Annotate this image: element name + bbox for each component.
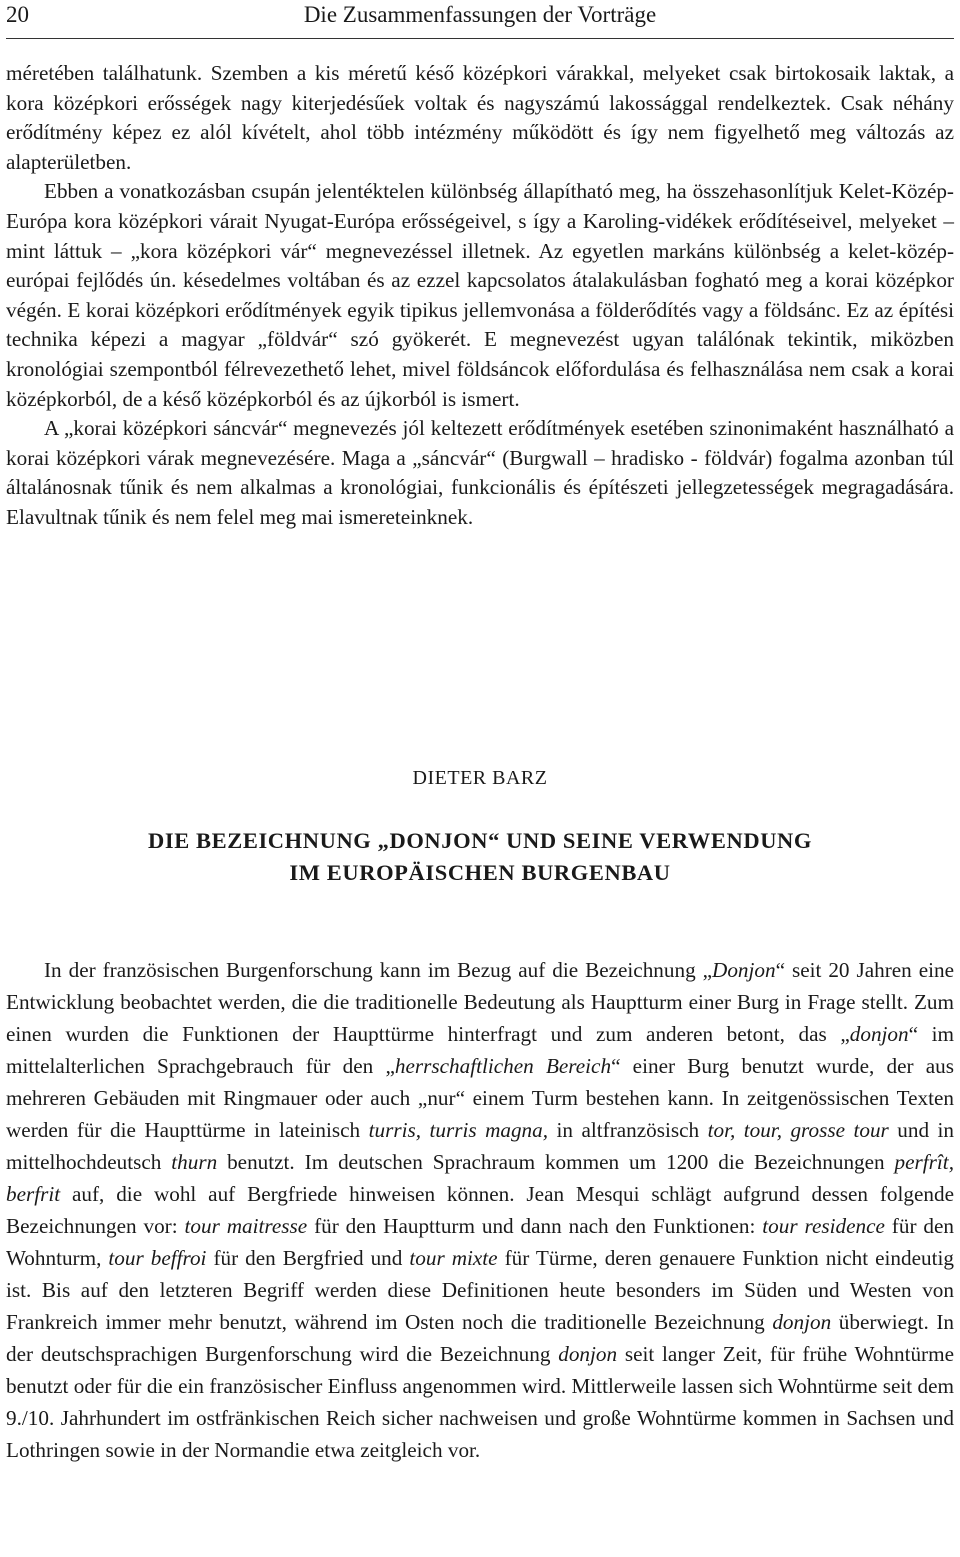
- article-abstract: [6, 954, 954, 1466]
- italic-term: herrschaftlichen Bereich: [394, 1054, 612, 1078]
- italic-term: tour beffroi: [108, 1246, 207, 1270]
- running-title: Die Zusammenfassungen der Vorträge: [303, 2, 657, 27]
- text-run: “ seit 20 Jahren eine Entwicklung beobachtet werden, die die traditionelle Bedeutung als Hauptturm einer Burg in Frage stellt. Zum einen wurden die Funktionen der Haupttürme hinterfragt und zum anderen betont, das „: [6, 958, 954, 1046]
- hungarian-summary: [6, 59, 954, 533]
- italic-term: turris, turris magna,: [368, 1118, 549, 1142]
- page-number: 20: [6, 2, 29, 27]
- title-line: IM EUROPÄISCHEN BURGENBAU: [289, 860, 671, 885]
- text-run: für Türme, deren genauere Funktion nicht eindeutig ist. Bis auf den letzteren Begriff werden diese Definitionen heute besonders im Süden und Westen von Frankreich immer mehr benutzt, während im Osten noch die traditionelle Bezeichnung: [6, 1246, 954, 1334]
- text-run: “ einer Burg benutzt wurde, der aus mehreren Gebäuden mit Ringmauer oder auch „nur“ einem Turm bestehen kann. In zeitgenössischen Texten werden für die Haupttürme in lateinisch: [6, 1054, 954, 1142]
- running-header: [6, 0, 954, 41]
- italic-term: donjon: [772, 1310, 832, 1334]
- italic-term: tour mixte: [409, 1246, 498, 1270]
- italic-term: perfrît, berfrit: [6, 1150, 954, 1206]
- paragraph: Ebben a vonatkozásban csupán jelentéktelen különbség állapítható meg, ha összehasonlítjuk Kelet-Közép-Európa kora középkori várait Nyugat-Európa erősségeivel, s így a Karoling-vidékek erődítéseivel, melyeket – mint láttuk – „kora középkori vár“ megnevezéssel illetnek. Az egyetlen markáns különbség a kelet-közép-európai fejlődés ún. késedelmes voltában és az ezzel kapcsolatos átalakulásban fogható meg a korai középkor végén. E korai középkori erődítmények egyik tipikus jellemvonása a földerődítés vagy a földsánc. Ez az építési technika képezi a magyar „földvár“ szó gyökerét. E megnevezést ugyan találónak tekintik, miközben kronológiai szempontból félrevezethető lehet, mivel földsáncok előfordulása és felhasználása nem csak a korai középkorból, de a késő középkorból és az újkorból is ismert.: [6, 179, 954, 411]
- paragraph: A „korai középkori sáncvár“ megnevezés jól keltezett erődítmények esetében szinonimaként használható a korai középkori várak megnevezésére. Maga a „sáncvár“ (Burgwall – hradisko - földvár) fogalma azonban túl általánosnak tűnik és nem alkalmas a kronológiai, funkcionális és építészeti jellegzetességek megragadására. Elavultnak tűnik és nem felel meg mai ismereteinknek.: [6, 416, 954, 529]
- author-name: DIETER BARZ: [412, 767, 548, 789]
- text-run: seit langer Zeit, für frühe Wohntürme benutzt oder für die ein französischer Einfluss angenommen wird. Mittlerweile lassen sich Wohntürme seit dem 9./10. Jahrhundert im ostfränkischen Reich sicher nachweisen und große Wohntürme kommen in Sachsen und Lothringen sowie in der Normandie etwa zeitgleich vor.: [6, 1342, 954, 1462]
- italic-term: donjon: [849, 1022, 909, 1046]
- text-run: überwiegt. In der deutschsprachigen Burgenforschung wird die Bezeichnung: [6, 1310, 954, 1366]
- italic-term: thurn: [171, 1150, 218, 1174]
- italic-term: donjon: [558, 1342, 618, 1366]
- title-line: DIE BEZEICHNUNG „DONJON“ UND SEINE VERWENDUNG: [147, 828, 812, 853]
- paragraph: méretében találhatunk. Szemben a kis méretű késő középkori várakkal, melyeket csak birtokosaik laktak, a kora középkori erősségek nagy kiterjedésűek voltak és nagyszámú lakossággal rendelkeztek. Csak néhány erődítmény képez ez alól kívételt, ahol több intézmény működött és így nem figyelhető meg változás az alapterületben.: [6, 61, 954, 174]
- text-run: benutzt. Im deutschen Sprachraum kommen um 1200 die Bezeichnungen: [217, 1150, 895, 1174]
- italic-term: tour residence: [762, 1214, 885, 1238]
- text-run: für den Wohnturm,: [6, 1214, 954, 1270]
- header-rule: [6, 38, 954, 39]
- text-run: für den Hauptturm und dann nach den Funktionen:: [307, 1214, 763, 1238]
- text-run: auf, die wohl auf Bergfriede hinweisen können. Jean Mesqui schlägt aufgrund dessen folgende Bezeichnungen vor:: [6, 1182, 954, 1238]
- article-title: [6, 825, 954, 889]
- italic-term: tour maitresse: [184, 1214, 308, 1238]
- abstract-paragraph: [6, 954, 954, 1466]
- text-run: In der französischen Burgenforschung kann im Bezug auf die Bezeichnung „: [44, 958, 713, 982]
- italic-term: Donjon: [712, 958, 776, 982]
- text-run: in altfranzösisch: [548, 1118, 708, 1142]
- italic-term: tor, tour, grosse tour: [707, 1118, 889, 1142]
- text-run: und in mittelhochdeutsch: [6, 1118, 954, 1174]
- text-run: für den Bergfried und: [206, 1246, 410, 1270]
- text-run: “ im mittelalterlichen Sprachgebrauch für den „: [6, 1022, 954, 1078]
